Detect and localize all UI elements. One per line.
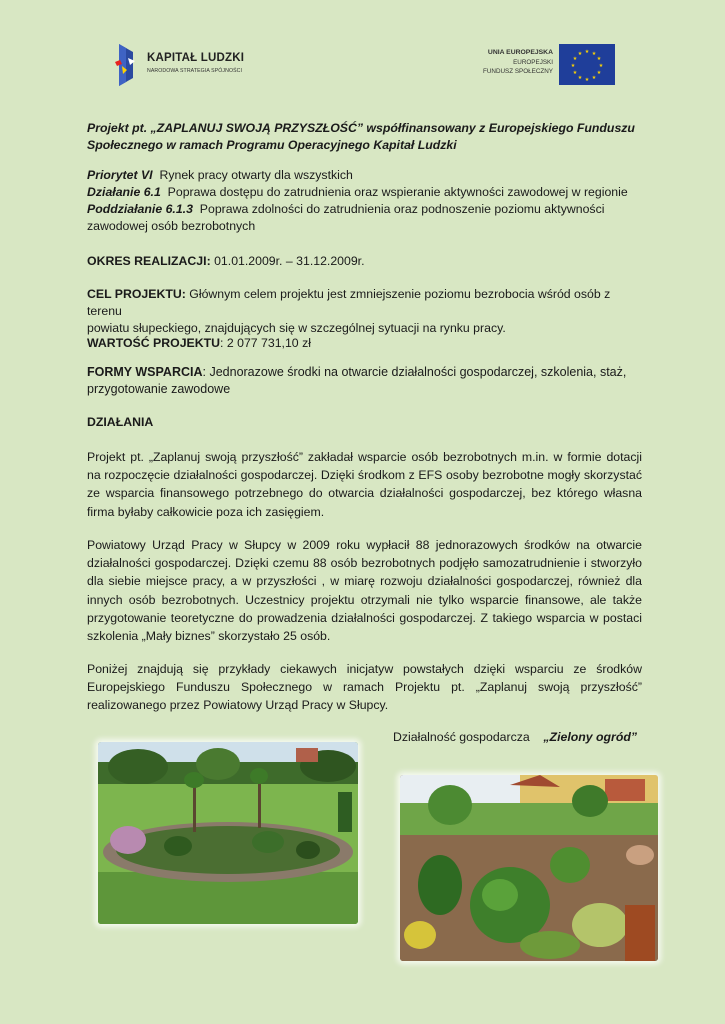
garden-house-image bbox=[400, 775, 658, 961]
eu-flag-icon bbox=[559, 44, 615, 85]
cel-projektu bbox=[87, 286, 642, 337]
para1-line: ze wsparcia finansowego potrzebnego do otwarcia działalności gospodarczej, bez którego własna bbox=[87, 486, 642, 501]
wartosc-value: : 2 077 731,10 zł bbox=[220, 336, 311, 350]
eu-logo-text bbox=[483, 48, 553, 77]
svg-text:★: ★ bbox=[572, 56, 578, 62]
svg-text:★: ★ bbox=[572, 70, 578, 76]
para3-line: Europejskiego Funduszu Społecznego w ramach Projektu pt. „Zaplanuj swoją przyszłość” bbox=[87, 680, 642, 695]
para2-line: działalności gospodarczej. Dzięki czemu 88 osób bezrobotnych podjęło samozatrudnienie i stworzyło bbox=[87, 556, 642, 571]
okres-realizacji bbox=[87, 253, 642, 270]
eu-line-2: EUROPEJSKI bbox=[513, 58, 553, 66]
priorytet-label: Priorytet VI bbox=[87, 168, 153, 182]
dzialanie-label: Działanie 6.1 bbox=[87, 185, 161, 199]
kapital-ludzki-logo bbox=[113, 44, 253, 88]
svg-text:★: ★ bbox=[596, 56, 602, 62]
svg-text:★: ★ bbox=[570, 63, 576, 69]
priorytet-row bbox=[87, 167, 642, 184]
paragraph-2 bbox=[87, 536, 642, 645]
okres-label: OKRES REALIZACJI: bbox=[87, 254, 211, 268]
paragraph-1 bbox=[87, 448, 642, 521]
para1-line: na rozpoczęcie działalności gospodarczej. Dzięki środkom z EFS osoby bezrobotne mogły skorzystać bbox=[87, 468, 642, 483]
caption-name: „Zielony ogród” bbox=[543, 730, 637, 744]
cel-row bbox=[87, 286, 642, 320]
eu-line-3: FUNDUSZ SPOŁECZNY bbox=[483, 68, 553, 75]
para3-line: realizowanego przez Powiatowy Urząd Pracy w Słupcy. bbox=[87, 698, 389, 713]
caption-prefix: Działalność gospodarcza bbox=[393, 730, 530, 744]
svg-text:★: ★ bbox=[584, 49, 590, 55]
cel-text-1: Głównym celem projektu jest zmniejszenie poziomu bezrobocia wśród osób z terenu bbox=[87, 287, 611, 318]
kapital-ludzki-subtitle: NARODOWA STRATEGIA SPÓJNOŚCI bbox=[147, 68, 243, 74]
para2-line: dla siebie miejsce pracy, a w przyszłości , w miarę rozwoju działalności gospodarczej, również dla bbox=[87, 574, 642, 589]
intro-line-2: Społecznego w ramach Programu Operacyjnego Kapitał Ludzki bbox=[87, 138, 457, 152]
para2-line: Powiatowy Urząd Pracy w Słupcy w 2009 roku wypłacił 88 jednorazowych środków na otwarcie bbox=[87, 538, 642, 552]
okres-value: 01.01.2009r. – 31.12.2009r. bbox=[214, 254, 365, 268]
wartosc-projektu bbox=[87, 335, 642, 352]
kapital-ludzki-emblem-icon bbox=[113, 44, 139, 86]
garden-photo-2 bbox=[400, 775, 658, 961]
para3-line: Poniżej znajdują się przykłady ciekawych inicjatyw powstałych dzięki wsparciu ze środków bbox=[87, 662, 642, 676]
wartosc-label: WARTOŚĆ PROJEKTU bbox=[87, 336, 221, 350]
poddzialanie-row bbox=[87, 201, 642, 218]
dzialanie-row bbox=[87, 184, 642, 201]
svg-text:★: ★ bbox=[598, 63, 604, 69]
garden-lawn-image bbox=[98, 742, 358, 924]
svg-text:★: ★ bbox=[577, 75, 583, 81]
intro-line-1: Projekt pt. „ZAPLANUJ SWOJĄ PRZYSZŁOŚĆ” współfinansowany z Europejskiego Funduszu bbox=[87, 121, 635, 135]
paragraph-3 bbox=[87, 660, 642, 715]
formy-label: FORMY WSPARCIA bbox=[87, 365, 203, 379]
cel-label: CEL PROJEKTU: bbox=[87, 287, 186, 301]
kapital-ludzki-title: KAPITAŁ LUDZKI bbox=[147, 52, 245, 64]
eu-line-1: UNIA EUROPEJSKA bbox=[487, 49, 553, 56]
garden-photo-1 bbox=[98, 742, 358, 924]
para2-line: przygotowanie teoretyczne do prowadzenia działalności gospodarczej. Z takiego wsparcia w postaci bbox=[87, 610, 642, 625]
svg-text:★: ★ bbox=[591, 51, 597, 57]
para2-line: szkolenia „Mały biznes” skorzystało 25 osób. bbox=[87, 629, 331, 644]
poddzialanie-label: Poddziałanie 6.1.3 bbox=[87, 202, 193, 216]
svg-text:★: ★ bbox=[584, 77, 590, 83]
svg-text:★: ★ bbox=[596, 70, 602, 76]
cel-text-2: powiatu słupeckiego, znajdujących się w szczególnej sytuacji na rynku pracy. bbox=[87, 321, 506, 335]
poddzialanie-text-2: zawodowej osób bezrobotnych bbox=[87, 219, 256, 233]
para1-line: firma byłaby całkowicie poza ich zasięgiem. bbox=[87, 504, 325, 519]
svg-text:★: ★ bbox=[591, 75, 597, 81]
eu-logo bbox=[470, 44, 615, 88]
para1-line: Projekt pt. „Zaplanuj swoją przyszłość” zakładał wsparcie osób bezrobotnych m.in. w formie dotacji bbox=[87, 450, 642, 464]
svg-text:★: ★ bbox=[577, 51, 583, 57]
dzialanie-text: Poprawa dostępu do zatrudnienia oraz wspieranie aktywności zawodowej w regionie bbox=[167, 185, 628, 199]
formy-wsparcia bbox=[87, 364, 642, 398]
formy-text-1: : Jednorazowe środki na otwarcie działalności gospodarczej, szkolenia, staż, bbox=[202, 365, 627, 379]
para2-line: innych osób bezrobotnych. Uczestnicy projektu otrzymali nie tylko wsparcie finansowe, ale także bbox=[87, 592, 642, 607]
poddzialanie-text-1: Poprawa zdolności do zatrudnienia oraz podnoszenie poziomu aktywności bbox=[199, 202, 605, 216]
priority-block bbox=[87, 167, 642, 235]
formy-text-2: przygotowanie zawodowe bbox=[87, 382, 231, 396]
priorytet-text: Rynek pracy otwarty dla wszystkich bbox=[159, 168, 353, 182]
formy-row bbox=[87, 364, 642, 381]
project-intro bbox=[87, 120, 642, 154]
dzialania-heading: DZIAŁANIA bbox=[87, 415, 154, 429]
